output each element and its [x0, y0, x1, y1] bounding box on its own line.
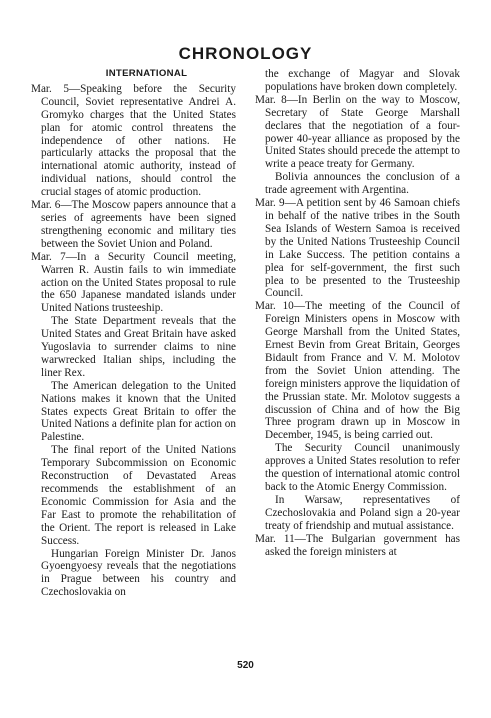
chronology-entry: Mar. 10—The meeting of the Council of Foreign Ministers opens in Moscow with George Marshall from the United States, Ernest Bevin from Great Britain, Georges Bidault from France and V. M. Molotov from the Soviet Union attending. The foreign ministers approve the liquidation of the Prussian state. Mr. Molotov suggests a discussion of China and of how the Big Three program drawn up in Moscow in December, 1945, is being carried out. — [255, 300, 460, 442]
section-heading: INTERNATIONAL — [105, 68, 188, 79]
chronology-entry: Mar. 11—The Bulgarian government has asked the foreign ministers at — [255, 532, 460, 558]
chronology-entry: Mar. 6—The Moscow papers announce that a series of agreements have been signed strengthening economic and military ties between the Soviet Union and Poland. — [31, 199, 236, 250]
chronology-entry: Mar. 8—In Berlin on the way to Moscow, Secretary of State George Marshall declares that the negotiation of a four-power 40-year alliance as proposed by the United States should precede the attempt to write a peace treaty for Germany. — [255, 93, 460, 171]
left-column — [31, 68, 236, 599]
chronology-entry: Mar. 9—A petition sent by 46 Samoan chiefs in behalf of the native tribes in the South Sea Islands of Western Samoa is received by the United Nations Trusteeship Council in Lake Success. The petition contains a plea for self-government, the first such plea to be presented to the Trusteeship Council. — [255, 197, 460, 300]
chronology-paragraph: The Security Council unanimously approves a United States resolution to refer the question of international atomic control back to the Atomic Energy Commission. — [265, 442, 460, 493]
chronology-paragraph: The American delegation to the United Nations makes it known that the United States expects Great Britain to offer the United Nations a definite plan for action on Palestine. — [41, 379, 236, 444]
chronology-paragraph: Hungarian Foreign Minister Dr. Janos Gyoengyoesy reveals that the negotiations in Prague between his country and Czechoslovakia on — [41, 547, 236, 599]
chronology-paragraph: Bolivia announces the conclusion of a trade agreement with Argentina. — [265, 171, 460, 197]
right-column — [255, 68, 460, 558]
chronology-entry: Mar. 7—In a Security Council meeting, Warren R. Austin fails to win immediate action on the United States proposal to rule the 650 Japanese mandated islands under United Nations trusteeship. — [31, 250, 236, 315]
chronology-paragraph: The State Department reveals that the United States and Great Britain have asked Yugoslavia to surrender claims to nine warwrecked Italian ships, including the liner Rex. — [41, 315, 236, 379]
chronology-paragraph: The final report of the United Nations Temporary Subcommission on Economic Reconstruction of Devastated Areas recommends the establishment of an Economic Commission for Asia and the Far East to promote the rehabilitation of the Orient. The report is released in Lake Success. — [41, 444, 236, 547]
page-title: CHRONOLOGY — [178, 44, 313, 63]
page-number: 520 — [237, 660, 254, 671]
chronology-paragraph: In Warsaw, representatives of Czechoslovakia and Poland sign a 20-year treaty of friendship and mutual assistance. — [265, 493, 460, 532]
chronology-entry: Mar. 5—Speaking before the Security Council, Soviet representative Andrei A. Gromyko charges that the United States plan for atomic control threatens the independence of other nations. He particularly attacks the proposal that the international atomic authority, instead of individual nations, should control the crucial stages of atomic production. — [31, 82, 236, 199]
chronology-continuation: the exchange of Magyar and Slovak populations have broken down completely. — [265, 68, 460, 93]
